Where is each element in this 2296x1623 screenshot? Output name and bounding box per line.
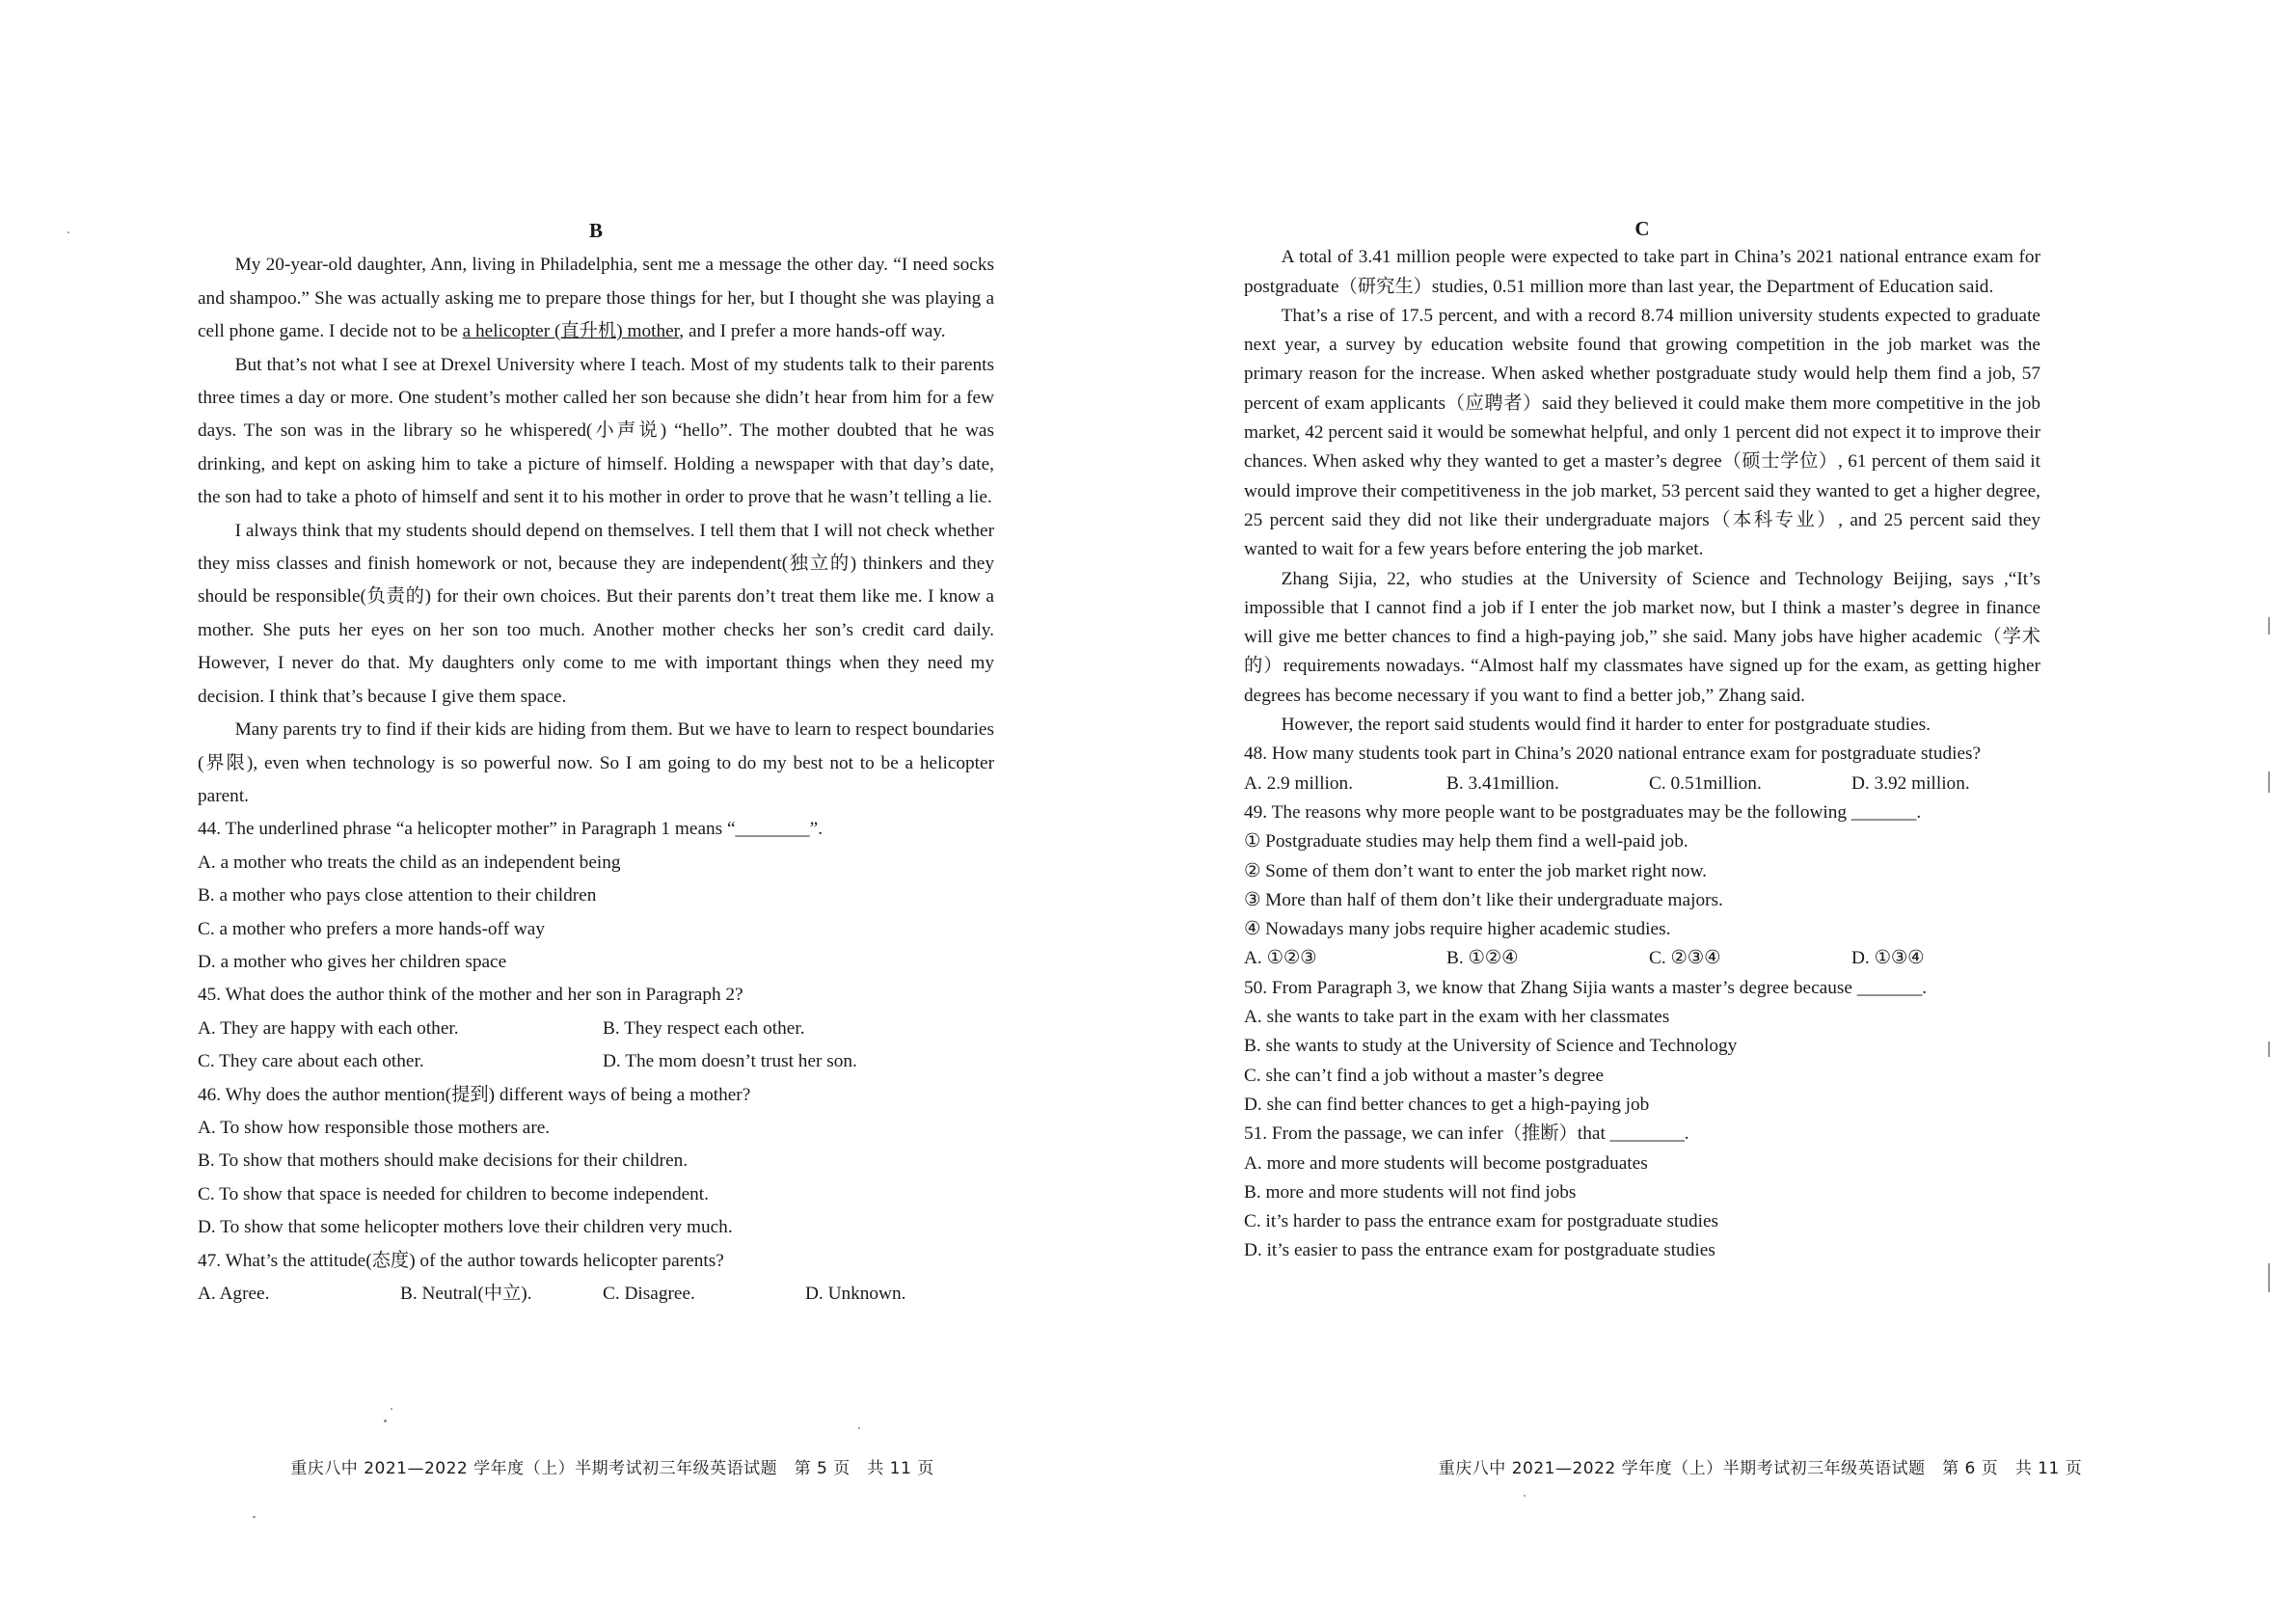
passage-b-paragraph-1 [198, 249, 994, 348]
passage-c-paragraph-1: A total of 3.41 million people were expected to take part in China’s 2021 national entrance exam for postgraduate（研究生）studies, 0.51 million more than last year, the Department of Education said. [1244, 247, 2040, 297]
q44-option-a: A. a mother who treats the child as an independent being [198, 852, 621, 873]
scan-speck [384, 1420, 387, 1422]
scan-edge-mark [2268, 1263, 2270, 1292]
q49-options-row [1244, 944, 2040, 973]
q49-option-c: C. ②③④ [1649, 948, 1721, 969]
q49-option-b: B. ①②④ [1446, 948, 1519, 969]
q49-statement-4: ④ Nowadays many jobs require higher academic studies. [1244, 919, 1671, 940]
underlined-phrase: a helicopter (直升机) mother [462, 321, 680, 342]
exam-page-6 [1148, 0, 2296, 1623]
q50-option-a: A. she wants to take part in the exam with her classmates [1244, 1007, 1670, 1028]
passage-c-paragraph-2: That’s a rise of 17.5 percent, and with a record 8.74 million university students expected to graduate next year, a survey by education website found that growing competition in the job market was the primary reason for the increase. When asked whether postgraduate study would help them find a job, 57 percent of exam applicants（应聘者）said they believed it could make them more competitive in the job market, 42 percent said it would be somewhat helpful, and only 1 percent did not expect it to improve their chances. When asked why they wanted to get a master’s degree（硕士学位）, 61 percent of them said it would improve their competitiveness in the job market, 53 percent said they wanted to get a higher degree, 25 percent said they did not like their undergraduate majors（本科专业）, and 25 percent said they wanted to wait for a few years before entering the job market. [1244, 305, 2040, 560]
q49-option-d: D. ①③④ [1851, 948, 1925, 969]
q47-option-a: A. Agree. [198, 1284, 270, 1304]
p1-text-before: My 20-year-old daughter, Ann, living in Philadelphia, sent me a message the other day. “I need socks and shampoo.” She was actually asking me to prepare those things for her, but I thought she was playing a cell phone game. I decide not to be [198, 255, 994, 342]
q49-statement-2: ② Some of them don’t want to enter the job market right now. [1244, 860, 1707, 881]
q50-option-d: D. she can find better chances to get a high-paying job [1244, 1094, 1650, 1115]
q46-option-b: B. To show that mothers should make decisions for their children. [198, 1150, 689, 1172]
q45-options-row-2 [198, 1045, 994, 1078]
question-45: 45. What does the author think of the mother and her son in Paragraph 2? [198, 985, 743, 1006]
scan-edge-mark [2268, 771, 2270, 793]
scan-speck [68, 231, 69, 233]
q51-option-c: C. it’s harder to pass the entrance exam for postgraduate studies [1244, 1211, 1719, 1232]
scan-speck [858, 1427, 860, 1429]
q48-option-b: B. 3.41million. [1446, 772, 1559, 794]
q44-option-c: C. a mother who prefers a more hands-off way [198, 918, 545, 939]
q50-option-b: B. she wants to study at the University of Science and Technology [1244, 1036, 1738, 1057]
passage-b-paragraph-4: Many parents try to find if their kids are hiding from them. But we have to learn to respect boundaries (界限), even when technology is so powerful now. So I am going to do my best not to be a helicopter parent. [198, 719, 994, 806]
q48-option-c: C. 0.51million. [1649, 772, 1762, 794]
section-title-c: C [1634, 217, 1650, 240]
q46-option-c: C. To show that space is needed for children to become independent. [198, 1183, 709, 1204]
question-44: 44. The underlined phrase “a helicopter mother” in Paragraph 1 means “________”. [198, 819, 824, 840]
passage-c-column [1244, 214, 2040, 1266]
q48-option-d: D. 3.92 million. [1851, 772, 1970, 794]
question-48: 48. How many students took part in China’s 2020 national entrance exam for postgraduate studies? [1244, 744, 1982, 765]
scan-speck [253, 1516, 256, 1518]
question-50: 50. From Paragraph 3, we know that Zhang Sijia wants a master’s degree because _______. [1244, 977, 1928, 998]
q50-option-c: C. she can’t find a job without a master’s degree [1244, 1065, 1605, 1086]
q47-option-b: B. Neutral(中立). [400, 1284, 532, 1304]
q45-option-a: A. They are happy with each other. [198, 1017, 459, 1039]
passage-c-paragraph-3: Zhang Sijia, 22, who studies at the University of Science and Technology Beijing, says ,“It’s impossible that I cannot find a job if I enter the job market now, but I think a master’s degree in finance will give me better chances to find a high-paying job,” she said. Many jobs have higher academic（学术的）requirements nowadays. “Almost half my classmates have signed up for the exam, as getting higher degrees has become necessary if you want to find a better job,” Zhang said. [1244, 568, 2040, 706]
question-47: 47. What’s the attitude(态度) of the author towards helicopter parents? [198, 1250, 724, 1271]
q45-options-row-1 [198, 1013, 994, 1045]
passage-c-paragraph-4: However, the report said students would find it harder to enter for postgraduate studies. [1281, 715, 1931, 736]
question-46: 46. Why does the author mention(提到) different ways of being a mother? [198, 1084, 751, 1105]
q51-option-a: A. more and more students will become postgraduates [1244, 1152, 1648, 1174]
scan-speck [391, 1408, 392, 1410]
scan-speck [1524, 1495, 1526, 1497]
q45-option-b: B. They respect each other. [603, 1017, 805, 1039]
question-49: 49. The reasons why more people want to be postgraduates may be the following _______. [1244, 801, 1922, 823]
q47-option-c: C. Disagree. [603, 1284, 695, 1304]
question-51: 51. From the passage, we can infer（推断）that ________. [1244, 1123, 1689, 1145]
q44-option-d: D. a mother who gives her children space [198, 951, 507, 972]
scan-edge-mark [2268, 1041, 2270, 1057]
page-footer-6: 重庆八中 2021—2022 学年度（上）半期考试初三年级英语试题 第 6 页 共 11 页 [1438, 1459, 2083, 1478]
q47-option-d: D. Unknown. [805, 1284, 906, 1304]
q49-statement-3: ③ More than half of them don’t like their undergraduate majors. [1244, 889, 1723, 910]
q46-option-d: D. To show that some helicopter mothers love their children very much. [198, 1217, 733, 1238]
q51-option-b: B. more and more students will not find jobs [1244, 1181, 1577, 1203]
q47-options-row [198, 1278, 994, 1311]
q51-option-d: D. it’s easier to pass the entrance exam for postgraduate studies [1244, 1240, 1715, 1261]
passage-b-paragraph-2: But that’s not what I see at Drexel University where I teach. Most of my students talk to their parents three times a day or more. One student’s mother called her son because she didn’t hear from him for a few days. The son was in the library so he whispered(小声说) “hello”. The mother doubted that he was drinking, and kept on asking him to take a picture of himself. Holding a newspaper with that day’s date, the son had to take a photo of himself and sent it to his mother in order to prove that he wasn’t telling a lie. [198, 354, 994, 508]
q49-statement-1: ① Postgraduate studies may help them find a well-paid job. [1244, 831, 1688, 852]
section-title-b: B [588, 219, 603, 242]
q46-option-a: A. To show how responsible those mothers are. [198, 1117, 551, 1138]
passage-b-paragraph-3: I always think that my students should depend on themselves. I tell them that I will not check whether they miss classes and finish homework or not, because they are independent(独立的) thinkers and they should be responsible(负责的) for their own choices. But their parents don’t treat them like me. I know a mother. She puts her eyes on her son too much. Another mother checks her son’s credit card daily. However, I never do that. My daughters only come to me with important things when they need my decision. I think that’s because I give them space. [198, 520, 994, 707]
page-footer-5: 重庆八中 2021—2022 学年度（上）半期考试初三年级英语试题 第 5 页 共 11 页 [290, 1459, 934, 1478]
scan-edge-mark [2268, 617, 2270, 635]
q48-option-a: A. 2.9 million. [1244, 772, 1354, 794]
q49-option-a: A. ①②③ [1244, 948, 1317, 969]
q45-option-c: C. They care about each other. [198, 1051, 424, 1072]
q45-option-d: D. The mom doesn’t trust her son. [603, 1051, 857, 1072]
q44-option-b: B. a mother who pays close attention to their children [198, 885, 597, 906]
p1-text-after: , and I prefer a more hands-off way. [679, 321, 946, 342]
passage-b-column [198, 214, 994, 1311]
q48-options-row [1244, 770, 2040, 798]
